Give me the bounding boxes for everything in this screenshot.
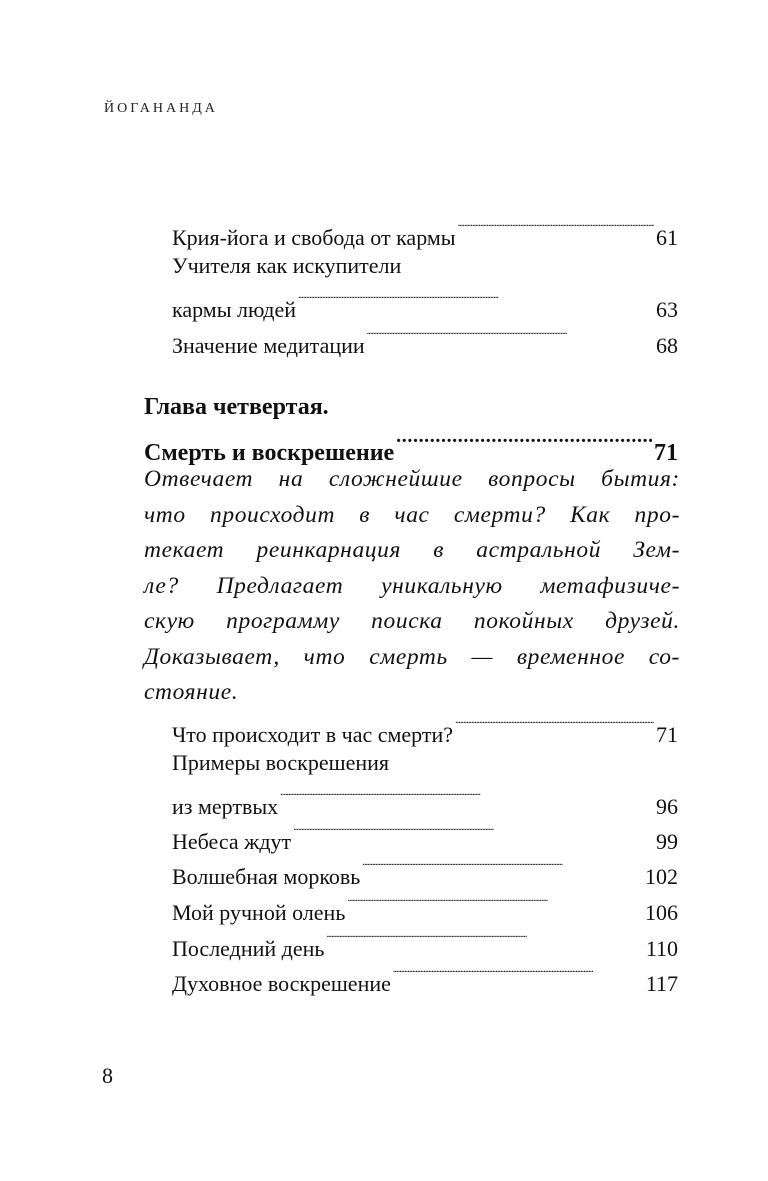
description-line: текает реинкарнация в астральной Зем- xyxy=(144,537,680,563)
toc-entry xyxy=(172,961,678,999)
toc-entry-page: 68 xyxy=(656,333,678,358)
description-line: Доказывает, что смерть — временное со- xyxy=(144,643,680,670)
running-head: ЙОГАНАНДА xyxy=(104,101,218,116)
description-line: ле? Предлагает уникальную метафизиче- xyxy=(144,572,680,599)
chapter-label: Глава четвертая. xyxy=(144,394,329,420)
toc-entry-title-part: Учителя как искупители xyxy=(172,253,402,278)
toc-entry-page: 71 xyxy=(656,722,678,747)
toc-entry-page: 61 xyxy=(656,225,678,250)
toc-entry-page: 106 xyxy=(645,900,678,925)
dot-leader xyxy=(293,819,654,849)
toc-entry-title: Значение медитации xyxy=(172,333,365,358)
toc-entry xyxy=(172,854,678,892)
toc-entry-title: Небеса ждут xyxy=(172,829,292,854)
description-line: скую программу поиска покойных друзей. xyxy=(144,608,680,634)
description-line: что происходит в час смерти? Как про- xyxy=(144,501,680,528)
toc-entry xyxy=(172,215,678,253)
toc-entry-page: 99 xyxy=(656,829,678,854)
toc-entry xyxy=(172,890,678,928)
dot-leader xyxy=(298,287,654,317)
toc-entry xyxy=(172,784,678,822)
toc-entry xyxy=(172,819,678,857)
description-line: Отвечает на сложнейшие вопросы бытия: xyxy=(144,466,680,492)
toc-entry-page: 63 xyxy=(656,297,678,322)
dot-leader xyxy=(326,926,643,956)
toc-entry-title: Духовное воскрешение xyxy=(172,971,391,996)
toc-entry xyxy=(172,323,678,361)
toc-entry xyxy=(172,712,678,750)
toc-entry-page: 102 xyxy=(645,864,678,889)
toc-entry-title: Мой ручной олень xyxy=(172,900,346,925)
dot-leader xyxy=(347,890,643,920)
toc-entry-title-line1 xyxy=(172,251,678,281)
dot-leader xyxy=(367,323,654,353)
page-number: 8 xyxy=(102,1063,113,1088)
chapter-title: Смерть и воскрешение xyxy=(144,440,395,466)
toc-entry-title: кармы людей xyxy=(172,297,297,322)
toc-entry xyxy=(172,926,678,964)
toc-entry-page: 117 xyxy=(645,971,678,996)
dot-leader xyxy=(396,426,652,460)
dot-leader xyxy=(455,712,654,742)
toc-entry-title: Последний день xyxy=(172,936,325,961)
dot-leader xyxy=(362,854,643,884)
toc-entry-page: 96 xyxy=(656,794,678,819)
toc-entry-title-line1 xyxy=(172,748,678,778)
toc-entry-title: из мертвых xyxy=(172,794,279,819)
toc-entry-title: Крия-йога и свобода от кармы xyxy=(172,225,456,250)
chapter-description xyxy=(144,462,680,711)
toc-entry-title-part: Примеры воскрешения xyxy=(172,750,390,775)
dot-leader xyxy=(393,961,644,991)
toc-entry xyxy=(172,287,678,325)
toc-entry-title: Волшебная морковь xyxy=(172,864,361,889)
toc-entry-title: Что происходит в час смерти? xyxy=(172,722,454,747)
dot-leader xyxy=(280,784,654,814)
dot-leader xyxy=(458,215,654,245)
chapter-page: 71 xyxy=(654,440,678,466)
description-line: стояние. xyxy=(144,679,239,705)
toc-entry-page: 110 xyxy=(645,936,678,961)
